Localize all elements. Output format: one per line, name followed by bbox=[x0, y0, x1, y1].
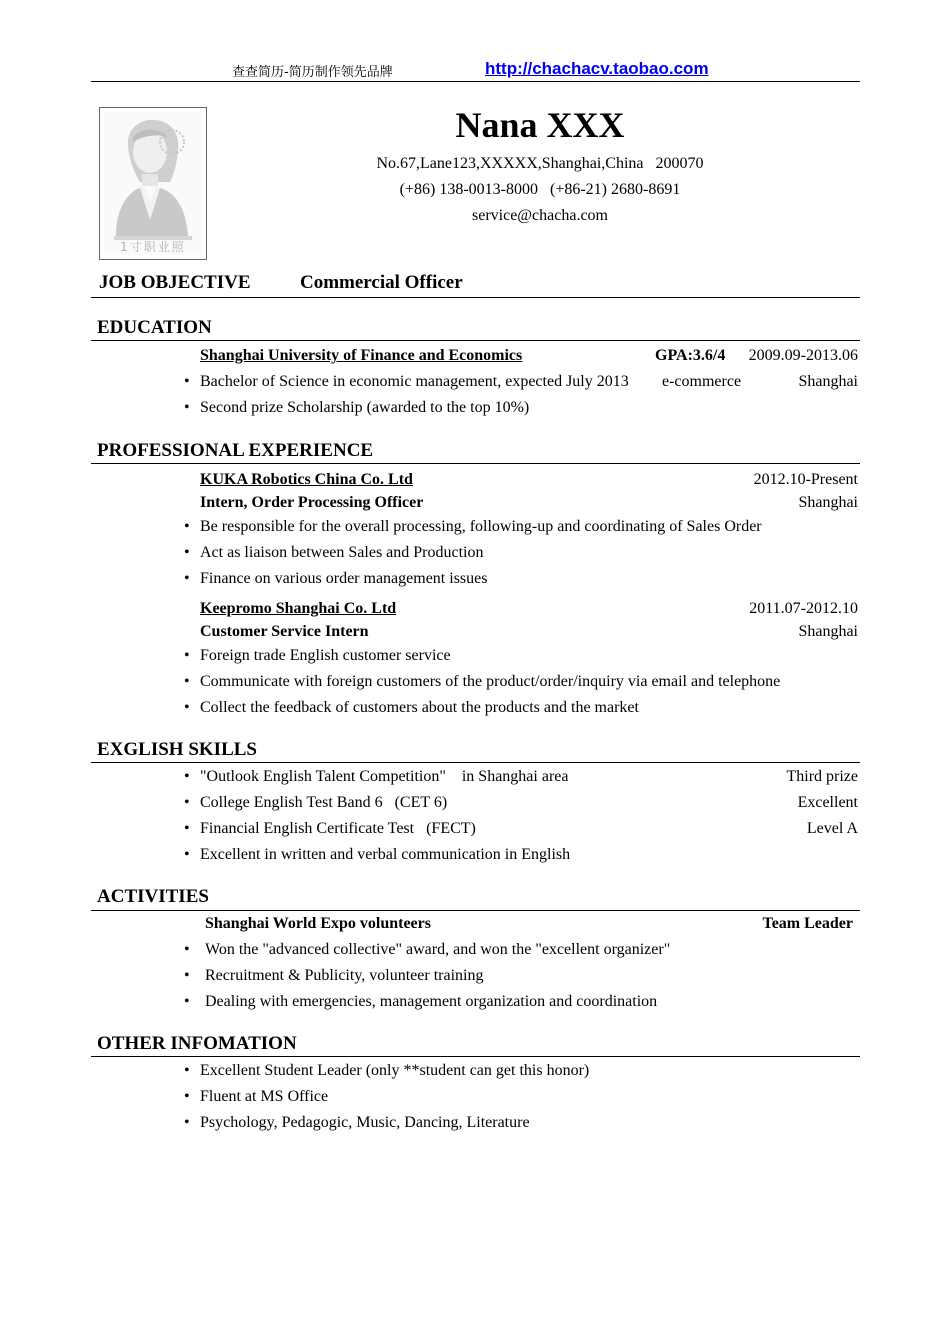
email[interactable]: service@chacha.com bbox=[472, 207, 608, 224]
list-item: • Collect the feedback of customers about the products and the market bbox=[184, 699, 639, 716]
list-item: • College English Test Band 6 (CET 6) bbox=[184, 794, 448, 811]
list-item: • Finance on various order management issues bbox=[184, 570, 488, 587]
website-link[interactable]: http://chachacv.taobao.com bbox=[485, 59, 709, 78]
job-location: Shanghai bbox=[798, 494, 858, 511]
job-dates: 2012.10-Present bbox=[753, 471, 858, 488]
english-title: EXGLISH SKILLS bbox=[97, 739, 257, 760]
experience-title: PROFESSIONAL EXPERIENCE bbox=[97, 440, 374, 461]
list-item: • Excellent in written and verbal communication in English bbox=[184, 846, 571, 863]
list-item: • Excellent Student Leader (only **student can get this honor) bbox=[184, 1062, 590, 1079]
education-title: EDUCATION bbox=[97, 317, 212, 338]
company-name: KUKA Robotics China Co. Ltd bbox=[200, 471, 413, 488]
list-item: • Foreign trade English customer service bbox=[184, 647, 451, 664]
job-dates: 2011.07-2012.10 bbox=[749, 600, 858, 617]
list-item: • Dealing with emergencies, management organization and coordination bbox=[184, 993, 658, 1010]
english-divider bbox=[91, 762, 860, 763]
list-item: • Financial English Certificate Test (FECT) bbox=[184, 820, 476, 837]
photo-caption: 1寸职业照 bbox=[120, 240, 186, 254]
list-item: • Fluent at MS Office bbox=[184, 1088, 329, 1105]
activities-title: ACTIVITIES bbox=[97, 886, 209, 907]
objective-label: JOB OBJECTIVE bbox=[99, 272, 251, 293]
list-item: • Second prize Scholarship (awarded to the top 10%) bbox=[184, 399, 530, 416]
header-divider bbox=[91, 81, 860, 82]
phone-numbers: (+86) 138-0013-8000 (+86-21) 2680-8691 bbox=[399, 181, 681, 198]
activity-role: Team Leader bbox=[762, 915, 853, 932]
job-role: Intern, Order Processing Officer bbox=[200, 494, 424, 511]
list-item: • Act as liaison between Sales and Production bbox=[184, 544, 484, 561]
list-item: • Psychology, Pedagogic, Music, Dancing, Literature bbox=[184, 1114, 530, 1131]
list-item: • Bachelor of Science in economic management, expected July 2013 bbox=[184, 373, 629, 390]
list-item: • Communicate with foreign customers of the product/order/inquiry via email and telephone bbox=[184, 673, 781, 690]
address: No.67,Lane123,XXXXX,Shanghai,China 200070 bbox=[376, 155, 704, 172]
activities-divider bbox=[91, 910, 860, 911]
other-divider bbox=[91, 1056, 860, 1057]
list-item: • "Outlook English Talent Competition" in Shanghai area bbox=[184, 768, 569, 785]
company-name: Keepromo Shanghai Co. Ltd bbox=[200, 600, 397, 617]
skill-result: Excellent bbox=[797, 794, 858, 811]
list-item: • Won the "advanced collective" award, and won the "excellent organizer" bbox=[184, 941, 671, 958]
profile-photo bbox=[99, 107, 207, 260]
brand-tagline: 查查简历-简历制作领先品牌 bbox=[232, 65, 393, 80]
job-role: Customer Service Intern bbox=[200, 623, 369, 640]
candidate-name: Nana XXX bbox=[455, 105, 625, 145]
skill-result: Level A bbox=[806, 820, 858, 837]
education-divider bbox=[91, 340, 860, 341]
other-title: OTHER INFOMATION bbox=[97, 1033, 297, 1054]
objective-value: Commercial Officer bbox=[300, 272, 463, 293]
education-dates: 2009.09-2013.06 bbox=[748, 347, 858, 364]
person-silhouette-icon bbox=[100, 108, 206, 259]
education-location: Shanghai bbox=[798, 373, 858, 390]
job-location: Shanghai bbox=[798, 623, 858, 640]
gpa: GPA:3.6/4 bbox=[655, 347, 726, 364]
skill-result: Third prize bbox=[786, 768, 858, 785]
list-item: • Be responsible for the overall processing, following-up and coordinating of Sales Order bbox=[184, 518, 762, 535]
major: e-commerce bbox=[662, 373, 742, 390]
experience-divider bbox=[91, 463, 860, 464]
objective-divider bbox=[91, 297, 860, 298]
activity-event: Shanghai World Expo volunteers bbox=[205, 915, 431, 932]
school-name: Shanghai University of Finance and Economics bbox=[200, 347, 523, 364]
list-item: • Recruitment & Publicity, volunteer training bbox=[184, 967, 484, 984]
